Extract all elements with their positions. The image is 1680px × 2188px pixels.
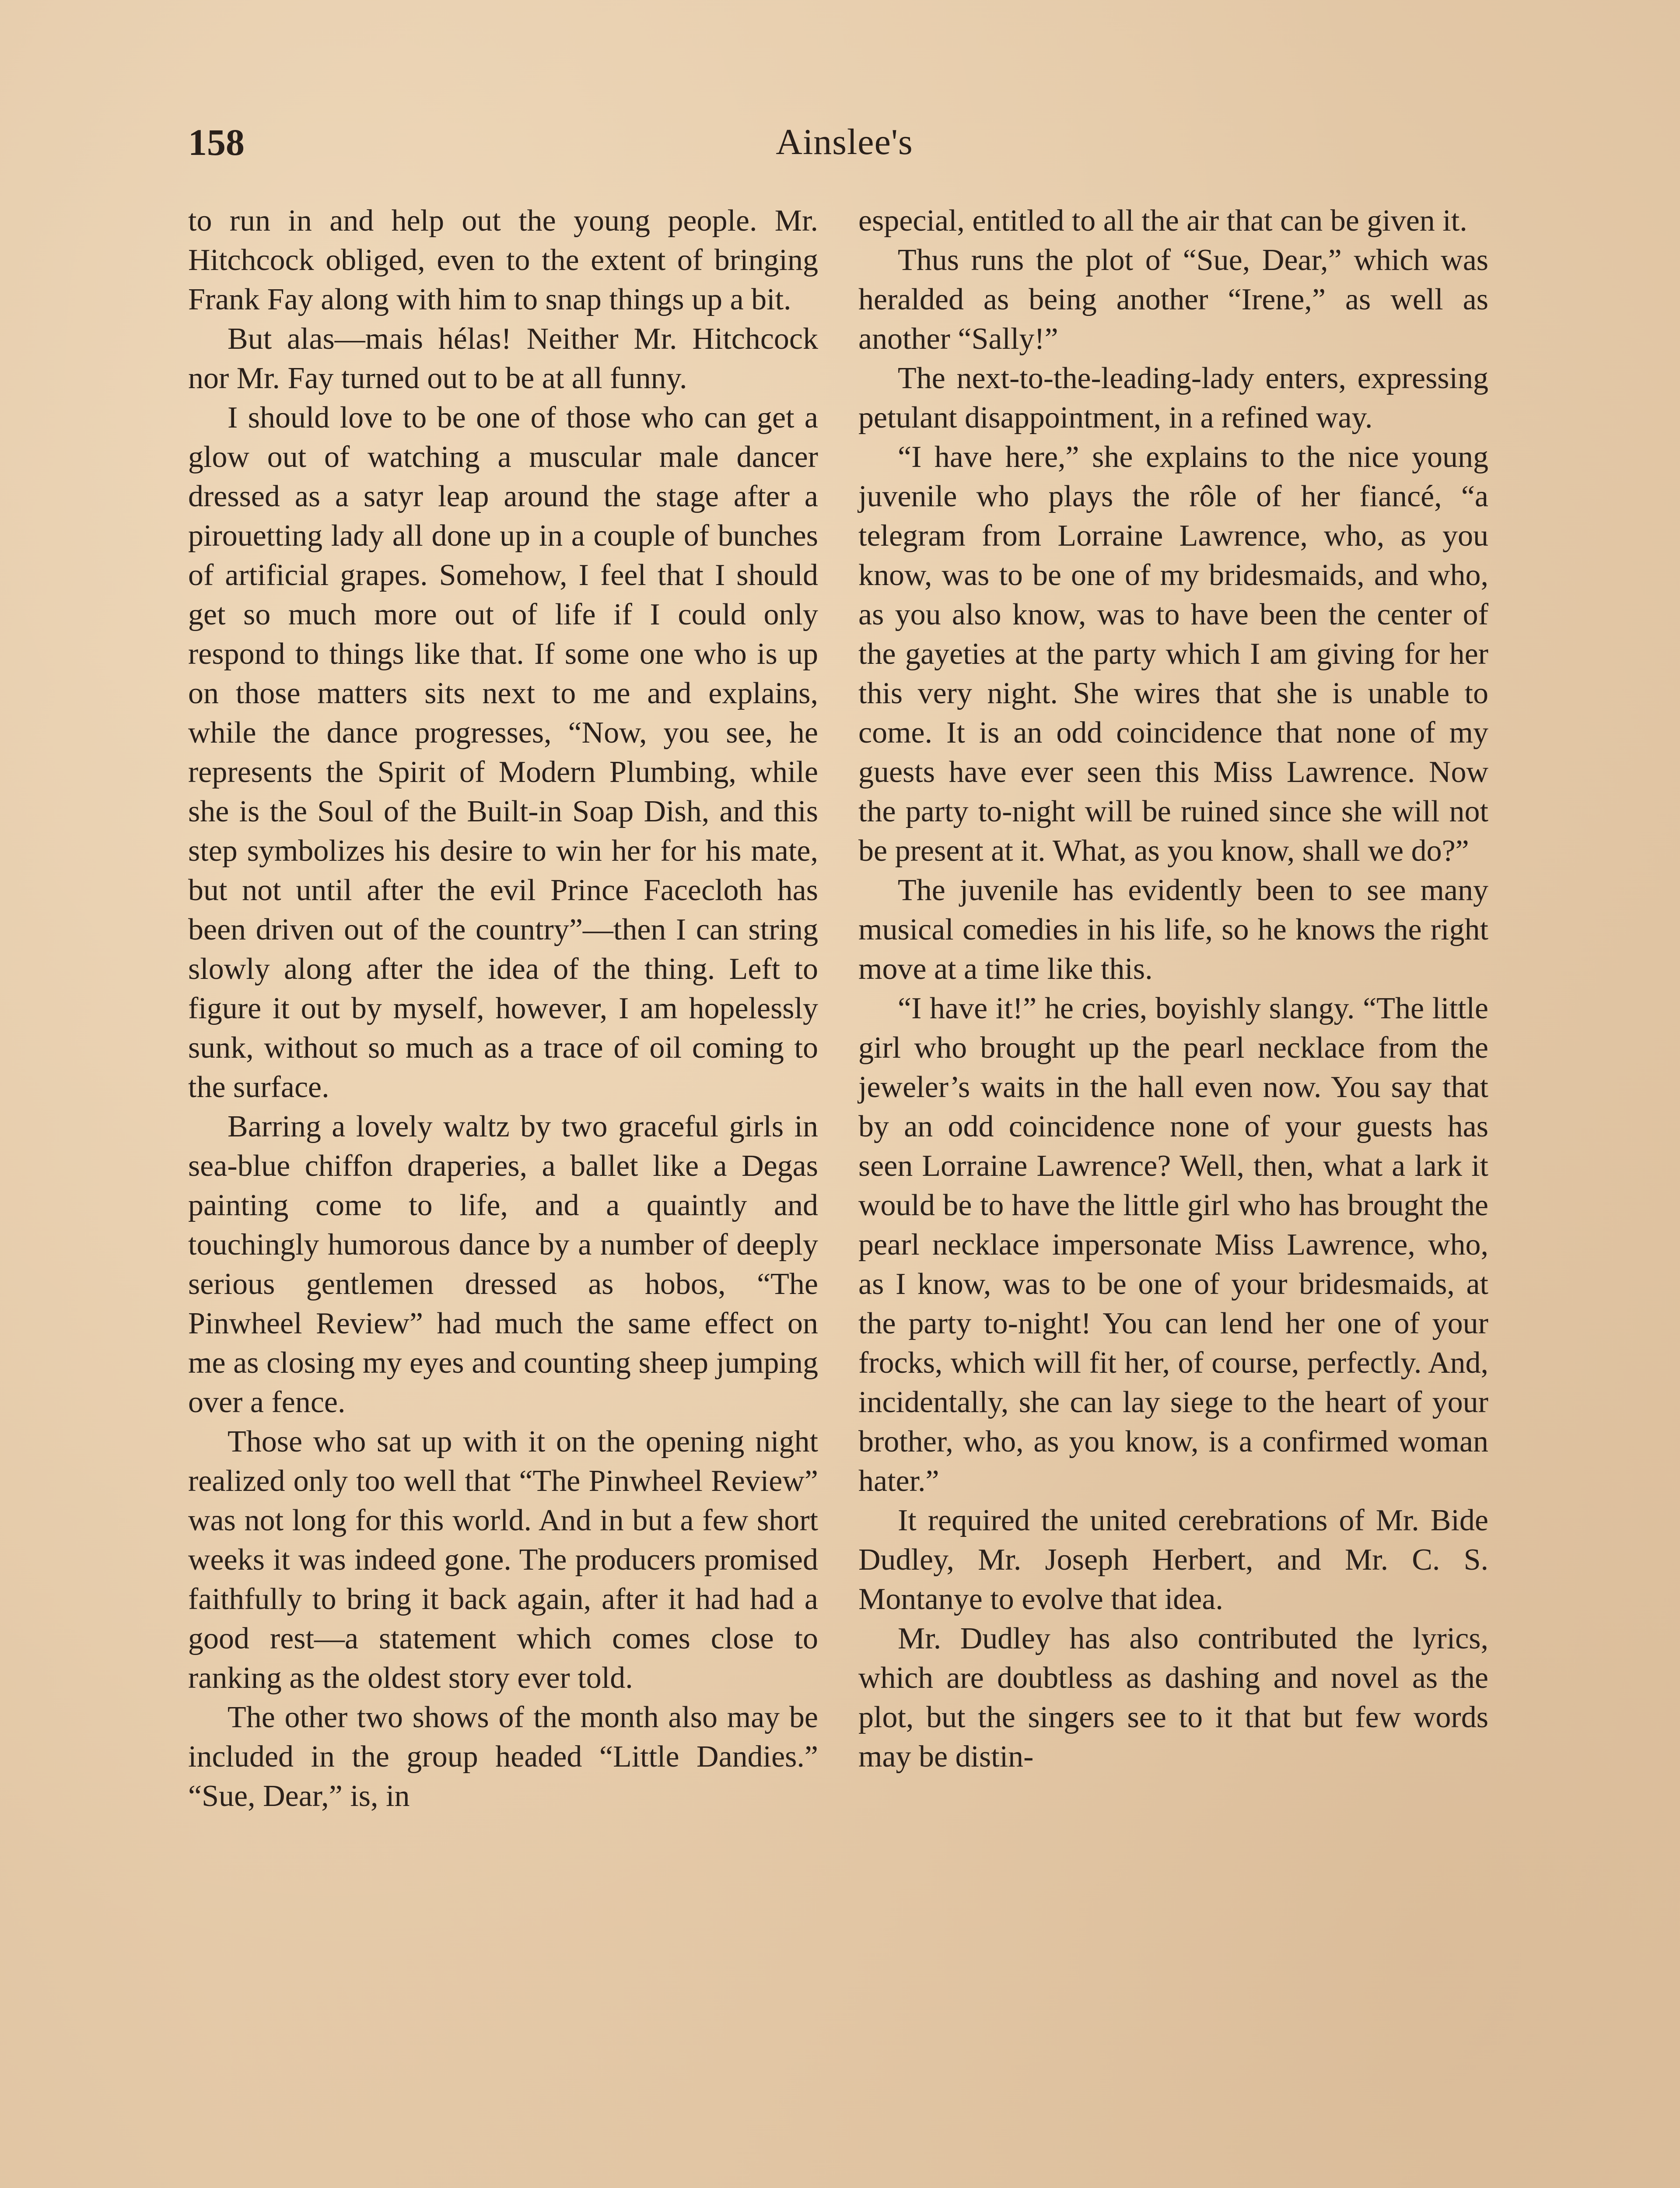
paragraph: “I have here,” she explains to the nice young juvenile who plays the rôle of her fiancé, “a telegram from Lorraine Lawrence, who, as you know, was to be one of my bridesmaids, and who, as you also know, was to have been the center of the gayeties at the party which I am giving for her this very night. She wires that she is unable to come. It is an odd coincidence that none of my guests have ever seen this Miss Lawrence. Now the party to-night will be ruined since she will not be present at it. What, as you know, shall we do?” (858, 440, 1488, 868)
paragraph: “I have it!” he cries, boyishly slangy. “The little girl who brought up the pearl necklace from the jeweler’s waits in the hall even now. You say that by an odd coincidence none of your guests has seen Lorraine Lawrence? Well, then, what a lark it would be to have the little girl who has brought the pearl necklace impersonate Miss Lawrence, who, as I know, was to be one of your bridesmaids, at the party to-night! You can lend her one of your frocks, which will fit her, of course, perfectly. And, incidentally, she can lay siege to the heart of your brother, who, as you know, is a confirmed woman hater.” (858, 992, 1488, 1498)
paragraph: to run in and help out the young people. Mr. Hitchcock obliged, even to the extent of bringing Frank Fay along with him to snap things up a bit. (188, 204, 818, 316)
right-column (858, 201, 1488, 1777)
paragraph: Barring a lovely waltz by two graceful girls in sea-blue chiffon draperies, a ballet like a Degas painting come to life, and a quaintly and touchingly humorous dance by a number of deeply serious gentlemen dressed as hobos, “The Pinwheel Review” had much the same effect on me as closing my eyes and counting sheep jumping over a fence. (188, 1110, 818, 1419)
paragraph: I should love to be one of those who can get a glow out of watching a muscular male dancer dressed as a satyr leap around the stage after a pirouetting lady all done up in a couple of bunches of artificial grapes. Somehow, I feel that I should get so much more out of life if I could only respond to things like that. If some one who is up on those matters sits next to me and explains, while the dance progresses, “Now, you see, he represents the Spirit of Modern Plumbing, while she is the Soul of the Built-in Soap Dish, and this step symbolizes his desire to win her for his mate, but not until after the evil Prince Facecloth has been driven out of the country”—then I can string slowly along after the idea of the thing. Left to figure it out by myself, however, I am hopelessly sunk, without so much as a trace of oil coming to the surface. (188, 401, 818, 1104)
page-number: 158 (188, 121, 245, 163)
paragraph: Thus runs the plot of “Sue, Dear,” which was heralded as being another “Irene,” as well as another “Sally!” (858, 243, 1488, 356)
paragraph: Mr. Dudley has also contributed the lyrics, which are doubtless as dashing and novel as the plot, but the singers see to it that but few words may be distin- (858, 1622, 1488, 1774)
paragraph: But alas—mais hélas! Neither Mr. Hitchcock nor Mr. Fay turned out to be at all funny. (188, 322, 818, 395)
paragraph: The other two shows of the month also may be included in the group headed “Little Dandies.” “Sue, Dear,” is, in (188, 1701, 818, 1813)
paragraph: The next-to-the-leading-lady enters, expressing petulant disappointment, in a refined way. (858, 361, 1488, 435)
paragraph: especial, entitled to all the air that can be given it. (858, 204, 1467, 238)
paragraph: Those who sat up with it on the opening night realized only too well that “The Pinwheel Review” was not long for this world. And in but a few short weeks it was indeed gone. The producers promised faithfully to bring it back again, after it had had a good rest—a statement which comes close to ranking as the oldest story ever told. (188, 1425, 818, 1695)
left-column (188, 201, 818, 1816)
paragraph: The juvenile has evidently been to see many musical comedies in his life, so he knows the right move at a time like this. (858, 873, 1488, 986)
page-header (188, 118, 1501, 166)
paragraph: It required the united cerebrations of Mr. Bide Dudley, Mr. Joseph Herbert, and Mr. C. S. Montanye to evolve that idea. (858, 1504, 1488, 1616)
running-head: Ainslee's (776, 122, 913, 162)
